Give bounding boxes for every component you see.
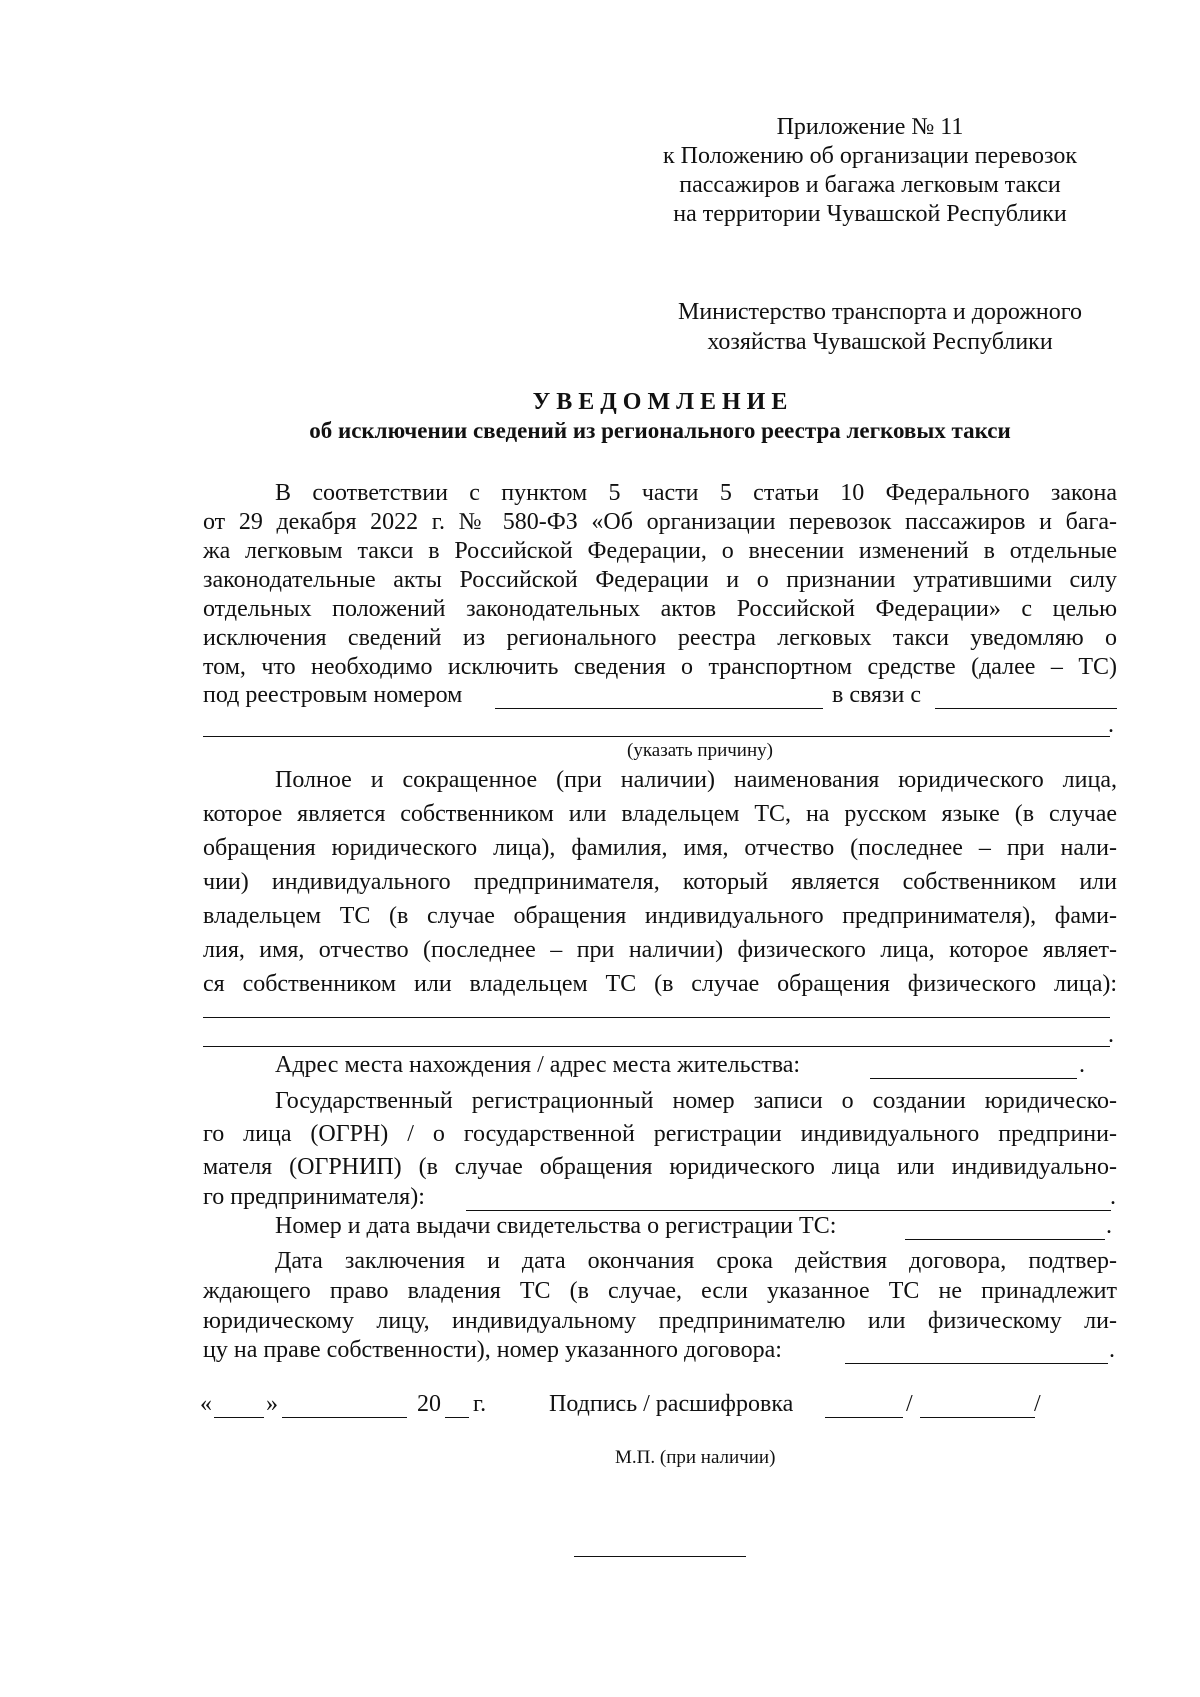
paragraph-line: жа легковым такси в Российской Федерации, о внесении изменений в отдельные bbox=[203, 538, 1117, 564]
reason-field-start[interactable] bbox=[935, 708, 1117, 709]
address-field[interactable] bbox=[870, 1078, 1077, 1079]
paragraph-line: чии) индивидуального предпринимателя, который является собственником или bbox=[203, 869, 1117, 895]
month-field[interactable] bbox=[282, 1417, 407, 1418]
paragraph-line: Дата заключения и дата окончания срока действия договора, подтвер- bbox=[275, 1248, 1117, 1274]
addressee-line: Министерство транспорта и дорожного bbox=[678, 299, 1082, 325]
paragraph-line: от 29 декабря 2022 г. № 580-ФЗ «Об организации перевозок пассажиров и бага- bbox=[203, 509, 1117, 535]
paragraph-line: Полное и сокращенное (при наличии) наименования юридического лица, bbox=[275, 767, 1117, 793]
annex-line: Приложение № 11 bbox=[776, 114, 964, 140]
period-mark: . bbox=[1106, 1213, 1112, 1239]
reason-label: в связи с bbox=[832, 682, 922, 708]
decryption-field[interactable] bbox=[920, 1417, 1035, 1418]
certificate-field[interactable] bbox=[905, 1239, 1105, 1240]
annex-block bbox=[640, 113, 1100, 229]
paragraph-line: Государственный регистрационный номер записи о создании юридическо- bbox=[275, 1088, 1117, 1114]
paragraph-line: юридическому лицу, индивидуальному предпринимателю или физическому ли- bbox=[203, 1308, 1117, 1334]
paragraph-line: том, что необходимо исключить сведения о транспортном средстве (далее – ТС) bbox=[203, 654, 1117, 680]
reason-field[interactable] bbox=[203, 736, 1110, 737]
ogrn-field[interactable] bbox=[466, 1210, 1111, 1211]
slash-mark: / bbox=[906, 1391, 913, 1417]
annex-line: на территории Чувашской Республики bbox=[673, 201, 1067, 227]
document-subtitle: об исключении сведений из регионального реестра легковых такси bbox=[309, 418, 1011, 443]
period-mark: . bbox=[1079, 1052, 1085, 1078]
quote-close: » bbox=[266, 1391, 278, 1417]
paragraph-line: которое является собственником или владельцем ТС, на русском языке (в случае bbox=[203, 801, 1117, 827]
day-field[interactable] bbox=[214, 1417, 264, 1418]
annex-line: к Положению об организации перевозок bbox=[663, 143, 1077, 169]
contract-label: цу на праве собственности), номер указанного договора: bbox=[203, 1337, 782, 1363]
paragraph-line: В соответствии с пунктом 5 части 5 статьи 10 Федерального закона bbox=[275, 480, 1117, 506]
separator-line bbox=[574, 1556, 746, 1557]
slash-mark: / bbox=[1034, 1391, 1041, 1417]
ogrn-label: го предпринимателя): bbox=[203, 1184, 425, 1210]
registry-number-label: под реестровым номером bbox=[203, 682, 463, 708]
addressee-line: хозяйства Чувашской Республики bbox=[707, 329, 1053, 355]
owner-name-field[interactable] bbox=[203, 1046, 1110, 1047]
paragraph-line: ждающего право владения ТС (в случае, если указанное ТС не принадлежит bbox=[203, 1278, 1117, 1304]
paragraph-line: обращения юридического лица), фамилия, имя, отчество (последнее – при нали- bbox=[203, 835, 1117, 861]
document-title: У В Е Д О М Л Е Н И Е bbox=[532, 389, 788, 415]
paragraph-line: мателя (ОГРНИП) (в случае обращения юридического лица или индивидуально- bbox=[203, 1154, 1117, 1180]
owner-name-field[interactable] bbox=[203, 1017, 1110, 1018]
paragraph-line: законодательные акты Российской Федерации и о признании утратившими силу bbox=[203, 567, 1117, 593]
certificate-label: Номер и дата выдачи свидетельства о регистрации ТС: bbox=[275, 1213, 837, 1239]
address-label: Адрес места нахождения / адрес места жительства: bbox=[275, 1052, 801, 1078]
year-prefix: 20 bbox=[417, 1391, 441, 1417]
period-mark: . bbox=[1109, 1337, 1115, 1363]
year-field[interactable] bbox=[445, 1417, 469, 1418]
period-mark: . bbox=[1108, 1022, 1114, 1048]
year-suffix: г. bbox=[473, 1391, 487, 1417]
paragraph-line: владельцем ТС (в случае обращения индивидуального предпринимателя), фами- bbox=[203, 903, 1117, 929]
paragraph-line: исключения сведений из регионального реестра легковых такси уведомляю о bbox=[203, 625, 1117, 651]
paragraph-line: лия, имя, отчество (последнее – при наличии) физического лица, которое являет- bbox=[203, 937, 1117, 963]
quote-open: « bbox=[200, 1391, 212, 1417]
paragraph-line: ся собственником или владельцем ТС (в случае обращения физического лица): bbox=[203, 971, 1117, 997]
stamp-label: М.П. (при наличии) bbox=[615, 1447, 776, 1468]
signature-field[interactable] bbox=[825, 1417, 903, 1418]
paragraph-line: отдельных положений законодательных актов Российской Федерации» с целью bbox=[203, 596, 1117, 622]
period-mark: . bbox=[1108, 712, 1114, 738]
annex-line: пассажиров и багажа легковым такси bbox=[679, 172, 1061, 198]
contract-field[interactable] bbox=[845, 1363, 1108, 1364]
paragraph-line: го лица (ОГРН) / о государственной регистрации индивидуального предприни- bbox=[203, 1121, 1117, 1147]
addressee-block bbox=[650, 297, 1110, 357]
reason-hint: (указать причину) bbox=[627, 740, 773, 761]
registry-number-field[interactable] bbox=[495, 708, 823, 709]
signature-label: Подпись / расшифровка bbox=[549, 1391, 794, 1417]
period-mark: . bbox=[1110, 1184, 1116, 1210]
